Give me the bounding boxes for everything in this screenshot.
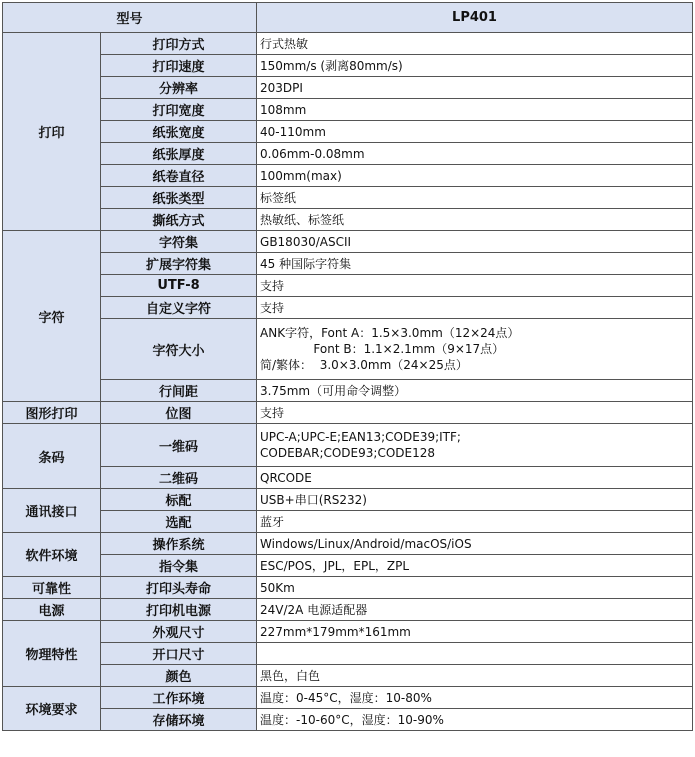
spec-name: 字符大小: [101, 319, 257, 380]
category-chars: 字符: [3, 231, 101, 402]
spec-name: 开口尺寸: [101, 643, 257, 665]
spec-value: 蓝牙: [257, 511, 693, 533]
spec-value-line: Font B：1.1×2.1mm（9×17点）: [260, 342, 505, 356]
spec-name: 行间距: [101, 380, 257, 402]
table-row: [3, 253, 693, 275]
table-row: [3, 709, 693, 731]
table-row: [3, 533, 693, 555]
spec-name: 操作系统: [101, 533, 257, 555]
spec-name: 打印机电源: [101, 599, 257, 621]
table-row: [3, 165, 693, 187]
spec-value-line: CODEBAR;CODE93;CODE128: [260, 446, 435, 460]
table-row: [3, 555, 693, 577]
table-row: [3, 55, 693, 77]
spec-name: 分辨率: [101, 77, 257, 99]
table-row: [3, 467, 693, 489]
spec-name: 字符集: [101, 231, 257, 253]
spec-value: 行式热敏: [257, 33, 693, 55]
spec-value-line: 简/繁体： 3.0×3.0mm（24×25点）: [260, 358, 468, 372]
spec-value: 温度：-10-60°C，湿度：10-90%: [257, 709, 693, 731]
spec-value: 0.06mm-0.08mm: [257, 143, 693, 165]
table-row: [3, 99, 693, 121]
category-software: 软件环境: [3, 533, 101, 577]
spec-name: 工作环境: [101, 687, 257, 709]
category-barcode: 条码: [3, 424, 101, 489]
spec-name: 撕纸方式: [101, 209, 257, 231]
spec-name: 选配: [101, 511, 257, 533]
spec-value: 50Km: [257, 577, 693, 599]
table-row: [3, 33, 693, 55]
category-reliability: 可靠性: [3, 577, 101, 599]
spec-value: 标签纸: [257, 187, 693, 209]
spec-value: GB18030/ASCII: [257, 231, 693, 253]
category-print: 打印: [3, 33, 101, 231]
spec-name: 打印速度: [101, 55, 257, 77]
spec-name: 打印方式: [101, 33, 257, 55]
spec-name: 二维码: [101, 467, 257, 489]
spec-value: Windows/Linux/Android/macOS/iOS: [257, 533, 693, 555]
spec-value: 203DPI: [257, 77, 693, 99]
spec-name: 位图: [101, 402, 257, 424]
spec-value: 黑色，白色: [257, 665, 693, 687]
table-row: [3, 297, 693, 319]
spec-value: 108mm: [257, 99, 693, 121]
spec-name: 纸张宽度: [101, 121, 257, 143]
category-environment: 环境要求: [3, 687, 101, 731]
spec-value: USB+串口(RS232): [257, 489, 693, 511]
spec-value: 支持: [257, 275, 693, 297]
table-row: [3, 380, 693, 402]
table-row: [3, 231, 693, 253]
spec-name: 纸张类型: [101, 187, 257, 209]
category-graphic: 图形打印: [3, 402, 101, 424]
spec-value-line: ANK字符，Font A：1.5×3.0mm（12×24点）: [260, 326, 520, 340]
table-row: [3, 621, 693, 643]
spec-value: 40-110mm: [257, 121, 693, 143]
spec-value: 热敏纸、标签纸: [257, 209, 693, 231]
spec-name: 打印头寿命: [101, 577, 257, 599]
spec-name: 颜色: [101, 665, 257, 687]
table-row: [3, 643, 693, 665]
table-row: [3, 187, 693, 209]
category-power: 电源: [3, 599, 101, 621]
table-row: [3, 511, 693, 533]
category-physical: 物理特性: [3, 621, 101, 687]
table-row: [3, 402, 693, 424]
spec-table: [2, 2, 693, 731]
spec-name: 纸张厚度: [101, 143, 257, 165]
spec-name: 自定义字符: [101, 297, 257, 319]
spec-name: 标配: [101, 489, 257, 511]
table-row: [3, 143, 693, 165]
spec-value: 支持: [257, 402, 693, 424]
spec-value: 温度：0-45°C，湿度：10-80%: [257, 687, 693, 709]
spec-name: 打印宽度: [101, 99, 257, 121]
table-row: [3, 121, 693, 143]
spec-value-multiline: [257, 424, 693, 467]
spec-value: 45 种国际字符集: [257, 253, 693, 275]
table-row: [3, 319, 693, 380]
table-row: [3, 209, 693, 231]
model-header-value: LP401: [257, 3, 693, 33]
table-row: [3, 687, 693, 709]
spec-value: 227mm*179mm*161mm: [257, 621, 693, 643]
table-row: [3, 489, 693, 511]
header-row: [3, 3, 693, 33]
spec-value: 3.75mm（可用命令调整）: [257, 380, 693, 402]
spec-name: 扩展字符集: [101, 253, 257, 275]
table-row: [3, 424, 693, 467]
spec-value: 150mm/s (剥离80mm/s): [257, 55, 693, 77]
model-header-label: 型号: [3, 3, 257, 33]
spec-name: 一维码: [101, 424, 257, 467]
spec-name: 存储环境: [101, 709, 257, 731]
spec-value: 支持: [257, 297, 693, 319]
spec-value: QRCODE: [257, 467, 693, 489]
spec-name: 纸卷直径: [101, 165, 257, 187]
spec-value-multiline: [257, 319, 693, 380]
table-row: [3, 275, 693, 297]
spec-value: ESC/POS，JPL，EPL，ZPL: [257, 555, 693, 577]
category-comm: 通讯接口: [3, 489, 101, 533]
table-row: [3, 599, 693, 621]
spec-name: UTF-8: [101, 275, 257, 297]
spec-name: 外观尺寸: [101, 621, 257, 643]
spec-name: 指令集: [101, 555, 257, 577]
table-row: [3, 577, 693, 599]
spec-value-line: UPC-A;UPC-E;EAN13;CODE39;ITF;: [260, 430, 461, 444]
table-row: [3, 77, 693, 99]
spec-value: 24V/2A 电源适配器: [257, 599, 693, 621]
spec-value: [257, 643, 693, 665]
spec-value: 100mm(max): [257, 165, 693, 187]
table-row: [3, 665, 693, 687]
